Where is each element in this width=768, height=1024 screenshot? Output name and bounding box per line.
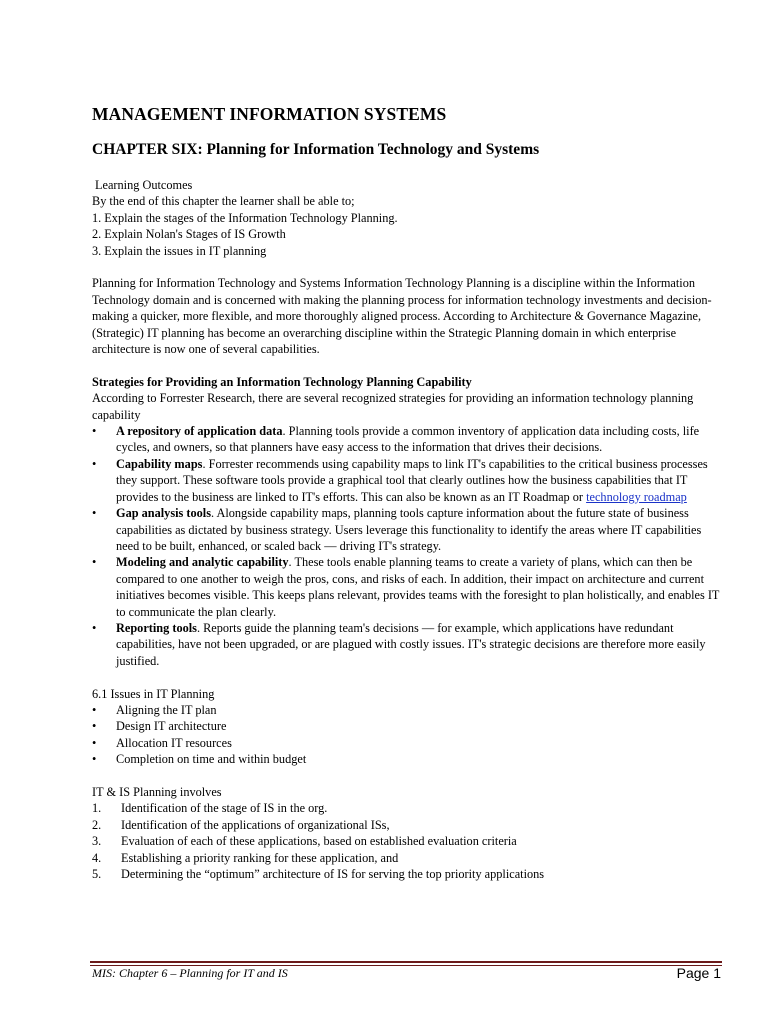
strategies-intro: According to Forrester Research, there are several recognized strategies for providing an information technology planning capability <box>92 391 694 422</box>
intro-paragraph: Planning for Information Technology and Systems Information Technology Planning is a discipline within the Information Technology domain and is concerned with making the planning process for information technology investments and decision-making a quicker, more flexible, and more thoroughly aligned process. According to Architecture & Governance Magazine, (Strategic) IT planning has become an overarching discipline within the Strategic Planning domain in which enterprise architecture is now one of several capabilities. <box>92 276 712 357</box>
strategies-list <box>92 423 722 669</box>
list-item <box>92 735 722 751</box>
item-number: 2. <box>92 817 102 832</box>
strategy-text: . Forrester recommends using capability maps to link IT's capabilities to the critical business processes they support. These software tools provide a graphical tool that clearly outlines how the business capabilities that IT provides to the business are linked to IT's efforts. This can also be known as an IT Roadmap or <box>116 456 708 504</box>
list-item <box>92 702 722 718</box>
bullet-icon: • <box>92 424 97 439</box>
issue-text: Aligning the IT plan <box>116 702 217 717</box>
document-title: MANAGEMENT INFORMATION SYSTEMS <box>92 104 447 124</box>
involves-text: Identification of the applications of organizational ISs, <box>121 817 390 832</box>
bullet-icon: • <box>92 620 97 635</box>
footer-page-number: Page 1 <box>676 965 721 981</box>
list-item <box>92 456 722 505</box>
bullet-icon: • <box>92 456 97 471</box>
footer-rule <box>90 961 722 963</box>
list-item <box>92 850 722 866</box>
list-item <box>92 423 722 456</box>
item-number: 5. <box>92 867 102 881</box>
involves-heading: IT & IS Planning involves <box>92 784 222 799</box>
list-item <box>92 866 722 882</box>
strategy-title: Reporting tools <box>116 620 197 635</box>
involves-text: Establishing a priority ranking for these application, and <box>121 850 399 865</box>
document-body <box>92 177 722 882</box>
issue-text: Allocation IT resources <box>116 735 232 750</box>
list-item <box>92 751 722 767</box>
learning-outcome-item: 1. Explain the stages of the Information Technology Planning. <box>92 210 398 225</box>
bullet-icon: • <box>92 555 97 570</box>
involves-list <box>92 800 722 882</box>
list-item <box>92 505 722 554</box>
chapter-title: CHAPTER SIX: Planning for Information Technology and Systems <box>92 141 540 158</box>
strategy-text: . Reports guide the planning team's decisions — for example, which applications have redundant capabilities, have not been upgraded, or are plagued with costly issues. IT's strategic decisions are therefore more easily justified. <box>116 620 706 668</box>
involves-text: Evaluation of each of these applications, based on established evaluation criteria <box>121 834 517 849</box>
item-number: 1. <box>92 801 102 816</box>
bullet-icon: • <box>92 506 97 521</box>
learning-outcome-item: 2. Explain Nolan's Stages of IS Growth <box>92 227 286 242</box>
strategy-title: A repository of application data <box>116 424 283 439</box>
learning-outcomes-intro: By the end of this chapter the learner shall be able to; <box>92 194 355 209</box>
strategy-text: . These tools enable planning teams to create a variety of plans, which can then be compared to one another to weigh the pros, cons, and risks of each. In addition, their impact on architecture and current initiatives becomes visible. This keeps plans relevant, provides teams with the foresight to plan holistically, and enables IT to communicate the plan clearly. <box>116 555 720 619</box>
list-item <box>92 718 722 734</box>
learning-outcome-item: 3. Explain the issues in IT planning <box>92 243 267 258</box>
bullet-icon: • <box>92 719 97 734</box>
list-item <box>92 833 722 849</box>
list-item <box>92 800 722 816</box>
list-item <box>92 554 722 620</box>
strategy-text: . Planning tools provide a common inventory of application data including costs, life cycles, and owners, so that planners have easy access to the information that drives their decisions. <box>116 424 700 455</box>
item-number: 4. <box>92 850 102 865</box>
strategy-title: Capability maps <box>116 456 203 471</box>
technology-roadmap-link[interactable]: technology roadmap <box>586 489 687 504</box>
issues-list <box>92 702 722 768</box>
involves-text: Identification of the stage of IS in the org. <box>121 801 328 816</box>
list-item <box>92 620 722 669</box>
involves-text: Determining the “optimum” architecture of IS for serving the top priority applications <box>121 867 545 881</box>
strategy-title: Gap analysis tools <box>116 506 211 521</box>
issue-text: Design IT architecture <box>116 719 227 734</box>
strategy-title: Modeling and analytic capability <box>116 555 289 570</box>
item-number: 3. <box>92 834 102 849</box>
footer-chapter-label: MIS: Chapter 6 – Planning for IT and IS <box>92 966 288 980</box>
learning-outcomes-heading: Learning Outcomes <box>95 178 193 192</box>
issue-text: Completion on time and within budget <box>116 752 307 767</box>
bullet-icon: • <box>92 752 97 767</box>
bullet-icon: • <box>92 702 97 717</box>
issues-heading: 6.1 Issues in IT Planning <box>92 686 215 701</box>
strategies-heading: Strategies for Providing an Information Technology Planning Capability <box>92 374 472 389</box>
strategy-text: . Alongside capability maps, planning tools capture information about the future state of business capabilities as dictated by business strategy. Users leverage this functionality to identify the areas where IT capabilities need to be built, enhanced, or scaled back — driving IT's strategy. <box>116 506 702 553</box>
bullet-icon: • <box>92 735 97 750</box>
list-item <box>92 817 722 833</box>
